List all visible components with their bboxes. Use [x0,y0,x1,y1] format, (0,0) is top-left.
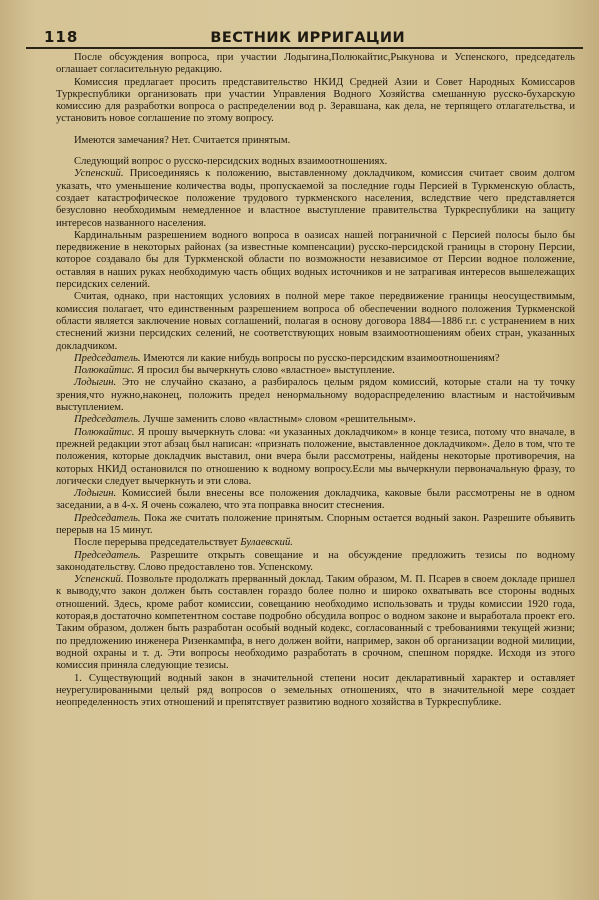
speaker-name: Успенский. [74,168,124,180]
speaker-name: Председатель. [74,549,141,561]
speaker-name: Председатель. [74,414,141,426]
paragraph-text: После обсуждения вопроса, при участии Лодыгина,Полюкайтис,Рыкунова и Успенского, председатель оглашает согласительную редакцию. [56,52,575,76]
chair-name: Булаевский. [240,537,293,549]
header-rule [26,47,583,49]
paragraph [56,156,575,168]
paragraph-text: Комиссия предлагает просить представительство НКИД Средней Азии и Совет Народных Комиссаров Туркреспублики организовать при участии Управления Водного Хозяйства смешанную русско-бухарскую комиссию для разработки вопроса о распределении вод р. Зеравшана, как дела, не терпящего отлагательства, и установить новое соглашение по этому вопросу. [56,76,575,125]
speaker-name: Успенский. [74,574,124,586]
paragraph [56,574,575,672]
paragraph [56,353,575,365]
paragraph [56,513,575,538]
paragraph [56,550,575,575]
paragraph-text: Это не случайно сказано, а разбиралось целым рядом комиссий, которые стали на ту точку зрения,что нужно,наконец, положить предел ненормальному водораспределению властным и настойчивым выступлением. [56,377,575,414]
paragraph-text: Имеются замечания? Нет. Считается принятым. [74,134,291,146]
paragraph-text: Присоединяясь к положению, выставленному докладчиком, комиссия считает своим долгом указать, что уменьшение количества воды, пропускаемой за последние годы Персией в Туркменскую область, создает катастрофическое положение трудового туркменского населения, вследствие чего представляется безусловно необходимым немедленное и властное выступление правительства Туркреспублики на защиту интересов названного населения. [56,168,575,229]
paragraph [56,488,575,513]
paragraph-text: 1. Существующий водный закон в значительной степени носит декларативный характер и оставляет неурегулированными целый ряд вопросов о земельных отношениях, что в значительной мере создает неопределенность этих отношений и препятствует развитию водного хозяйства в Туркреспублике. [56,672,575,709]
paragraph-text: Позвольте продолжать прерванный доклад. Таким образом, М. П. Псарев в своем докладе пришел к выводу,что закон должен быть составлен гораздо более полно и широко охватывать все стороны водных отношений. Здесь, кроме работ комиссии, совещанию необходимо использовать и труды комиссии 1920 года, которая,в достаточно компетентном составе подробно обсудила вопрос о водном законе и выработала проект его. Таким образом, должен быть разработан особый водный кодекс, согласованный с требованиями текущей жизни; по предложению инженера Ризенкампфа, в него должен войти, например, закон об организации водной милиции, водной охраны и т. д. Эти вопросы необходимо разработать в срочном, спешном порядке. Исходя из этого комиссия приняла следующие тезисы. [56,574,575,672]
paragraph [56,377,575,414]
speaker-name: Полюкайтис. [74,365,135,377]
paragraph-text: Следующий вопрос о русско-персидских водных взаимоотношениях. [74,156,388,168]
paragraph-text: Лучше заменить слово «властным» словом «решительным». [143,414,416,426]
paragraph [56,77,575,126]
paragraph-text: Кардинальным разрешением водного вопроса в оазисах нашей пограничной с Персией полосы было бы передвижение в некоторых районах (за известные компенсации) русско-персидской границы в сторону Персии, которое создавало бы для Туркменской области по возможности независимое от Персии водное положение, оставляя в наших руках необходимую часть общих водных источников и не затрагивая интересов вышележащих персидских селений. [56,229,575,291]
speaker-name: Председатель. [74,352,141,364]
paragraph [56,414,575,426]
body-text [56,52,575,709]
paragraph-text: Считая, однако, при настоящих условиях в полной мере такое передвижение границы неосуществимым, комиссия полагает, что единственным разрешением вопроса об обеспечении водного положения Туркменской области является заключение новых соглашений, полагая в основу договора 1884—1886 г.г. с устранением в них стеснений жизни персидских селений, не соответствующих новым взаимоотношениям обеих стран, указанных докладчиком. [56,291,575,352]
paragraph [56,673,575,710]
paragraph-text: Я просил бы вычеркнуть слово «властное» выступление. [137,365,395,377]
speaker-name: Лодыгин. [74,377,117,389]
paragraph [56,52,575,77]
running-title: ВЕСТНИК ИРРИГАЦИИ [210,30,406,46]
paragraph [56,365,575,377]
speaker-name: Полюкайтис. [74,426,135,438]
paragraph [56,291,575,352]
paragraph-text: После перерыва председательствует [74,537,238,549]
paragraph-text: Комиссией были внесены все положения докладчика, каковые были рассмотрены не в одном заседании, а в 4-х. Я очень сожалею, что эта поправка вносит стеснения. [56,488,575,512]
paragraph [56,427,575,488]
paragraph [56,537,575,549]
page-number: 118 [44,28,79,46]
speaker-name: Лодыгин. [74,488,117,500]
paragraph-text: Разрешите открыть совещание и на обсуждение предложить тезисы по водному законодательству. Слово предоставлено тов. Успенскому. [56,549,576,573]
paragraph-text: Имеются ли какие нибудь вопросы по русско-персидским взаимоотношениям? [143,352,500,364]
paragraph [56,230,575,291]
paragraph [56,135,575,147]
paragraph-text: Я прошу вычеркнуть слова: «и указанных докладчиком» в конце тезиса, потому что вначале, в прежней редакции этот абзац был написан: «признать положение, выставленное докладчиком». Дело в том, что те положения, которые докладчик выставил, они вчера были рассмотрены, найдены некоторые противоречия, на которых НКИД остановился по отношению к водному вопросу.Если мы вычеркнули первоначальную фразу, то логически следует вычеркнуть и эти слова. [56,426,575,487]
page-header [28,22,581,46]
paragraph-text: Пока же считать положение принятым. Спорным остается водный закон. Разрешите объявить перерыв на 15 минут. [56,512,575,536]
speaker-name: Председатель. [74,512,141,524]
paragraph [56,168,575,229]
